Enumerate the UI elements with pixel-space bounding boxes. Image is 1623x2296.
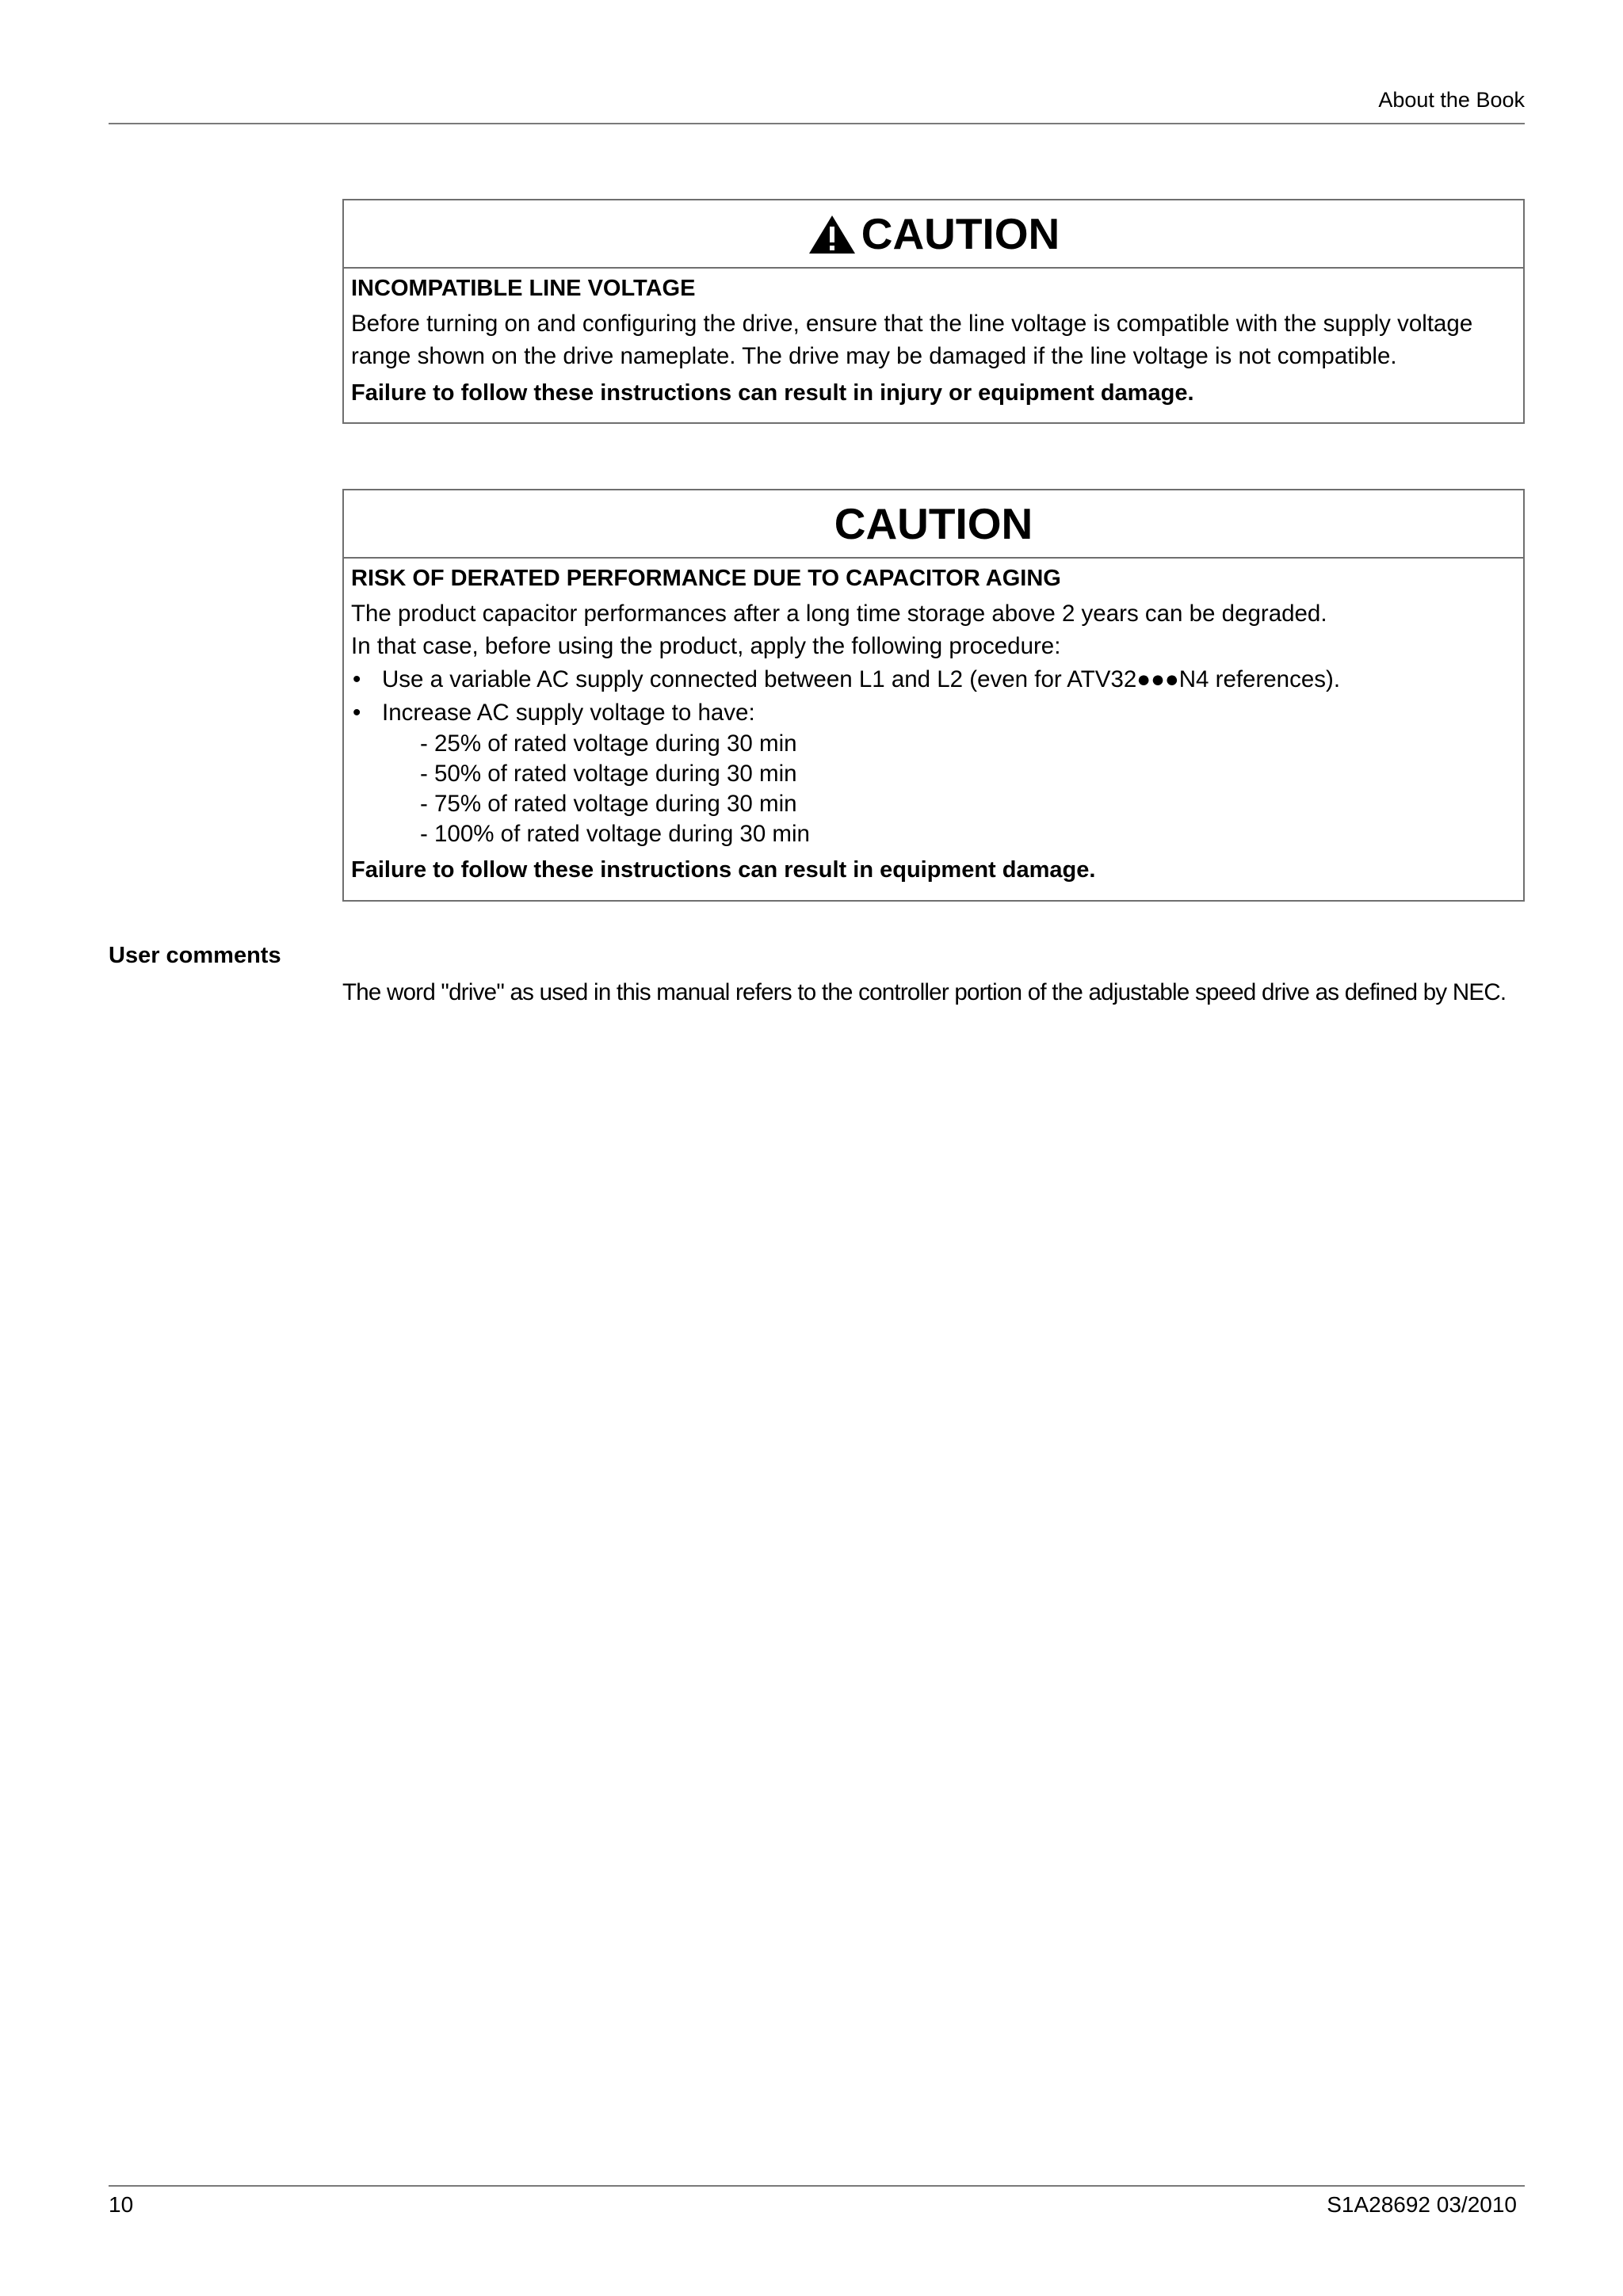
consequence-statement: Failure to follow these instructions can result in injury or equipment damage.: [351, 380, 1194, 406]
procedure-list: [351, 662, 1516, 849]
list-item: [351, 662, 1516, 697]
voltage-steps: [382, 729, 1516, 849]
list-item: [351, 697, 1516, 849]
body-line: The product capacitor performances after a long time storage above 2 years can be degraded.: [351, 601, 1327, 627]
signal-word: CAUTION: [834, 499, 1033, 548]
user-comments-text: The word "drive" as used in this manual refers to the controller portion of the adjustable speed drive as defined by NEC.: [342, 979, 1507, 1005]
user-comments-heading: User comments: [109, 943, 281, 968]
bullet-icon: •: [353, 666, 361, 692]
voltage-step: - 50% of rated voltage during 30 min: [420, 761, 797, 787]
list-item-text: Use a variable AC supply connected between L1 and L2 (even for ATV32●●●N4 references).: [382, 666, 1341, 692]
bullet-icon: •: [353, 700, 361, 726]
header-section-title: About the Book: [1378, 88, 1525, 112]
hazard-title: RISK OF DERATED PERFORMANCE DUE TO CAPACITOR AGING: [351, 566, 1061, 591]
voltage-step: - 100% of rated voltage during 30 min: [420, 821, 810, 847]
voltage-step: - 25% of rated voltage during 30 min: [420, 730, 797, 757]
page-number: 10: [109, 2192, 134, 2217]
body-line: Before turning on and configuring the drive, ensure that the line voltage is compatible with the supply voltage: [351, 311, 1473, 337]
list-item-text: Increase AC supply voltage to have:: [382, 700, 755, 726]
hazard-title: INCOMPATIBLE LINE VOLTAGE: [351, 276, 696, 301]
body-line: In that case, before using the product, apply the following procedure:: [351, 633, 1061, 659]
header-rule: [109, 123, 1525, 124]
caution-box-header: [344, 490, 1523, 559]
voltage-step: - 75% of rated voltage during 30 min: [420, 791, 797, 817]
caution-box-capacitor-aging: [342, 489, 1525, 902]
document-reference: S1A28692 03/2010: [1327, 2192, 1517, 2217]
consequence-statement: Failure to follow these instructions can result in equipment damage.: [351, 857, 1096, 883]
caution-box-header: [344, 200, 1523, 269]
warning-triangle-icon: [808, 214, 857, 255]
signal-word: CAUTION: [861, 209, 1060, 258]
body-line: range shown on the drive nameplate. The drive may be damaged if the line voltage is not compatible.: [351, 343, 1397, 369]
footer-rule: [109, 2185, 1525, 2187]
caution-box-incompatible-voltage: [342, 199, 1525, 424]
